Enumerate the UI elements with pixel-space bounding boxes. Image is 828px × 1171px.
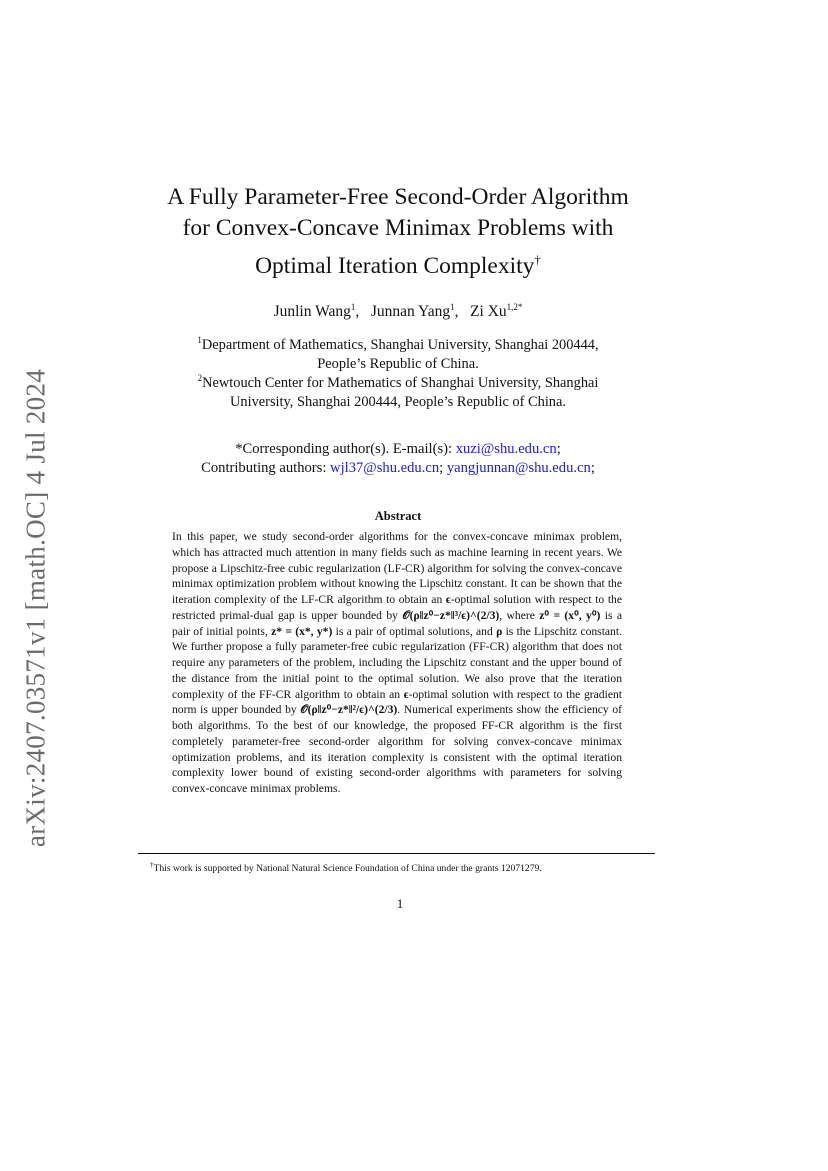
title-line-2: for Convex-Concave Minimax Problems with [182, 215, 614, 241]
abstract-text: is a pair of initial points, [172, 608, 622, 638]
abstract-text: , where [499, 608, 535, 622]
author-affil-sup: 1 [350, 302, 356, 312]
title-line-3 [150, 244, 646, 282]
math-epsilon: ϵ [403, 687, 409, 701]
abstract-heading: Abstract [374, 509, 422, 523]
math-complexity-bound-2: 𝒪(ρ‖z⁰−z*‖²/ϵ)^(2/3) [300, 703, 398, 717]
author-name: Zi Xu [470, 303, 507, 321]
abstract-text: -optimal solution with respect to the restricted primal-dual gap is upper bounded by [172, 593, 622, 622]
title-line-1: A Fully Parameter-Free Second-Order Algorithm [167, 184, 629, 210]
abstract-text: In this paper, we study second-order algorithms for the convex-concave minimax problem, which has attracted much attention in many fields such as machine learning in recent years. We propose a Lipschitz-free cubic regularization (LF-CR) algorithm for solving the convex-concave minimax optimization problem without knowing the Lipschitz constant. It can be shown that the iteration complexity of the LF-CR algorithm to obtain an [172, 530, 622, 606]
paper-title [150, 182, 646, 282]
abstract-body [172, 529, 622, 797]
corresponding-author-line: *Corresponding author(s). E-mail(s): xuzi@shu.edu.cn; [235, 441, 561, 457]
footnote [150, 861, 670, 874]
abstract-text: is a pair of optimal solutions, and [335, 624, 493, 638]
author-name: Junlin Wang [273, 303, 351, 321]
affiliation-text: Newtouch Center for Mathematics of Shanghai University, Shanghai [202, 374, 599, 391]
contributing-label: Contributing authors: [201, 460, 327, 476]
math-rho: ρ [496, 624, 503, 638]
contributing-email-link-2[interactable]: yangjunnan@shu.edu.cn [446, 460, 591, 476]
footnote-text: This work is supported by National Natural Science Foundation of China under the grants 12071279. [153, 863, 542, 875]
footnote-mark: † [150, 861, 154, 869]
arxiv-sidebar-stamp [21, 358, 51, 858]
correspondence-block [130, 440, 666, 478]
author-name: Junnan Yang [370, 303, 451, 321]
affiliation-text: Department of Mathematics, Shanghai University, Shanghai 200444, [201, 336, 599, 353]
abstract-text: -optimal solution with respect to the gradient norm is upper bounded by [172, 687, 622, 717]
contributing-authors-line: Contributing authors: wjl37@shu.edu.cn; yangjunnan@shu.edu.cn; [201, 460, 595, 476]
affiliation-1-line-2: People’s Republic of China. [317, 355, 479, 372]
math-initial-point: z⁰ = (x⁰, y⁰) [539, 608, 601, 622]
arxiv-identifier: arXiv:2407.03571v1 [math.OC] 4 Jul 2024 [20, 368, 51, 848]
affiliation-1-line-1 [150, 331, 646, 355]
corresponding-email-link[interactable]: xuzi@shu.edu.cn [455, 441, 557, 457]
affiliation-2-line-2: University, Shanghai 200444, People’s Republic of China. [229, 393, 566, 410]
footnote-divider [138, 853, 655, 854]
corresponding-label: *Corresponding author(s). E-mail(s): [235, 441, 453, 457]
title-line-3-text: Optimal Iteration Complexity [255, 252, 535, 279]
affiliation-sup: 2 [197, 373, 203, 383]
affiliation-1 [150, 331, 646, 374]
affiliation-sup: 1 [197, 335, 202, 345]
contributing-email-link-1[interactable]: wjl37@shu.edu.cn [330, 460, 440, 476]
author-affil-sup: 1,2* [506, 302, 523, 312]
abstract-text: . Numerical experiments show the efficiency of both algorithms. To the best of our knowledge, the proposed FF-CR algorithm is the first completely parameter-free second-order algorithm for solving convex-concave minimax optimization problems, and its iteration complexity is consistent with the optimal iteration complexity lower bound of existing second-order algorithms with parameters for solving convex-concave minimax problems. [172, 703, 622, 795]
affiliation-2 [150, 369, 646, 412]
affiliation-2-line-1 [150, 369, 646, 393]
math-epsilon: ϵ [445, 593, 451, 606]
abstract-text: is the Lipschitz constant. We further propose a fully parameter-free cubic regularization (FF-CR) algorithm that does not require any parameters of the problem, including the Lipschitz constant and the upper bound of the distance from the initial point to the optimal solution. We also prove that the iteration complexity of the FF-CR algorithm to obtain an [172, 624, 622, 701]
author-list: Junlin Wang$^1$, Junnan Yang$^1$, Zi $Xu^{1,2*}$ [273, 302, 523, 321]
math-optimal-point: z* = (x*, y*) [271, 624, 333, 638]
author-affil-sup: 1 [450, 302, 455, 312]
page-number: 1 [396, 896, 404, 911]
title-footnote-mark: † [534, 252, 541, 267]
math-complexity-bound-1: 𝒪(ρ‖z⁰−z*‖³/ϵ)^(2/3) [402, 608, 500, 622]
